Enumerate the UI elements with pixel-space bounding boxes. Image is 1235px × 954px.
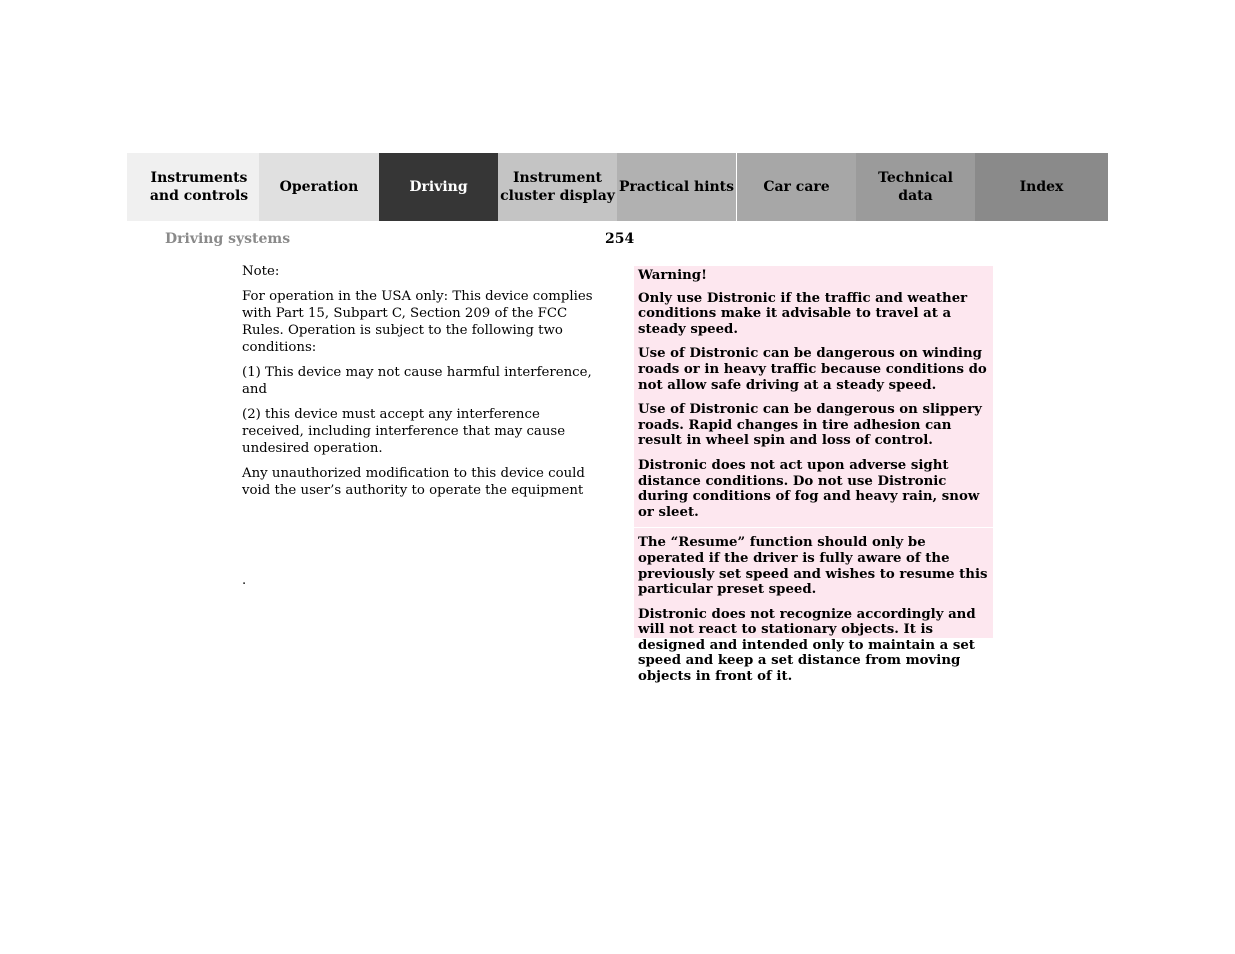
tab-label: Operation (279, 179, 359, 195)
note-paragraph: (1) This device may not cause harmful interference, and (242, 365, 592, 397)
tab-label: Instruments and controls (149, 170, 249, 204)
note-paragraph: Any unauthorized modification to this device could void the user’s authority to operate the equipment (242, 466, 585, 498)
warning-paragraph: The “Resume” function should only be operated if the driver is fully aware of the previously set speed and wishes to resume this particular preset speed. (638, 535, 988, 598)
page-number: 254 (605, 231, 635, 247)
note-paragraph: (2) this device must accept any interference received, including interference that may cause undesired operation. (242, 407, 566, 456)
tab-instrument-cluster-display[interactable] (498, 153, 617, 221)
chapter-tab-bar (127, 153, 1108, 221)
warning-box (634, 266, 993, 685)
section-title: Driving systems (165, 231, 291, 247)
trailing-mark: . (242, 573, 247, 588)
fcc-note (242, 263, 604, 507)
tab-driving[interactable] (379, 153, 498, 221)
tab-label: Practical hints (618, 179, 735, 195)
tab-operation[interactable] (259, 153, 379, 221)
note-label: Note: (242, 264, 280, 279)
warning-divider (634, 527, 993, 528)
tab-technical-data[interactable] (856, 153, 975, 221)
tab-practical-hints[interactable] (617, 153, 737, 221)
warning-paragraph: Distronic does not recognize accordingly and will not react to stationary objects. It is designed and intended only to maintain a set speed and keep a set distance from moving objects in front of it. (638, 606, 976, 685)
warning-paragraph: Only use Distronic if the traffic and weather conditions make it advisable to travel at a steady speed. (638, 290, 968, 337)
tab-label: Car care (763, 179, 830, 195)
warning-paragraph: Distronic does not act upon adverse sight distance conditions. Do not use Distronic during conditions of fog and heavy rain, snow or sleet. (638, 457, 980, 520)
tab-car-care[interactable] (737, 153, 856, 221)
warning-heading: Warning! (638, 268, 707, 283)
warning-paragraph: Use of Distronic can be dangerous on winding roads or in heavy traffic because conditions do not allow safe driving at a steady speed. (638, 346, 987, 393)
tab-index[interactable] (975, 153, 1108, 221)
tab-label: Index (1019, 179, 1064, 195)
note-paragraph: For operation in the USA only: This device complies with Part 15, Subpart C, Section 209 of the FCC Rules. Operation is subject to the following two conditions: (242, 289, 593, 355)
tab-label: Instrument cluster display (500, 170, 615, 204)
tab-label: Technical data (878, 170, 953, 204)
warning-paragraph: Use of Distronic can be dangerous on slippery roads. Rapid changes in tire adhesion can result in wheel spin and loss of control. (638, 402, 982, 449)
tab-label: Driving (409, 179, 468, 195)
tab-instruments-and-controls[interactable] (127, 153, 259, 221)
